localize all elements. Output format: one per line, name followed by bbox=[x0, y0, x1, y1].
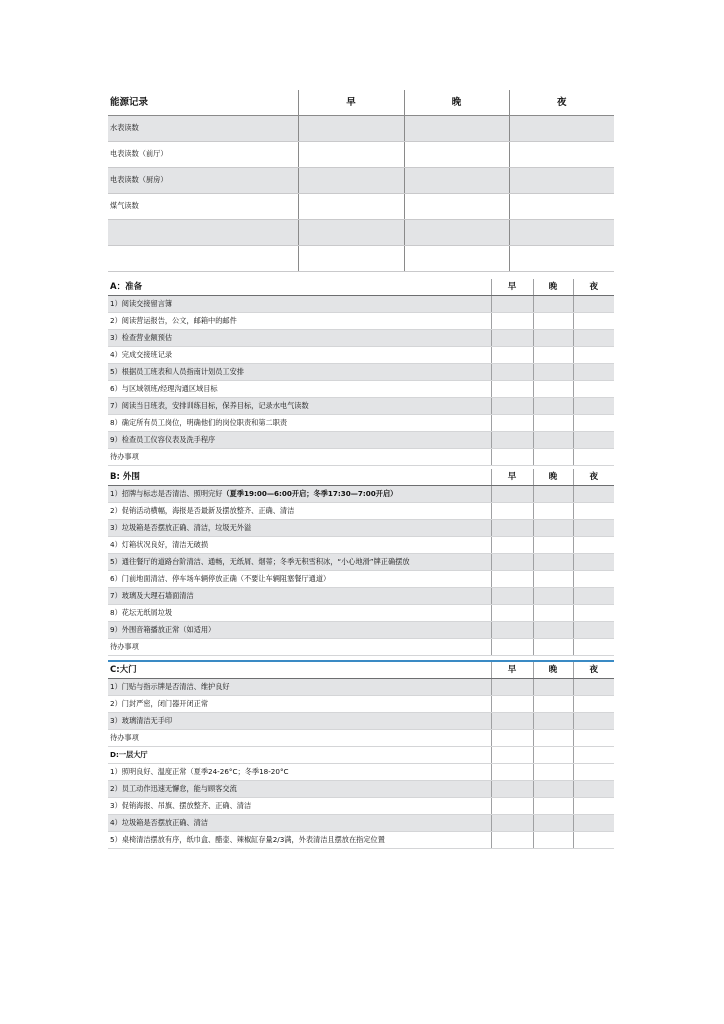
check-cell[interactable] bbox=[573, 815, 614, 832]
energy-cell[interactable] bbox=[509, 141, 614, 167]
checklist-item: 3）促销海报、吊旗、摆放整齐、正确、清洁 bbox=[108, 798, 491, 815]
checklist-item: 9）外围音箱播放正常（如适用） bbox=[108, 622, 491, 639]
item-text: 1）招牌与标志是否清洁、照明完好 bbox=[110, 489, 223, 499]
energy-row bbox=[108, 115, 614, 141]
checklist-item: 8）花坛无纸屑垃圾 bbox=[108, 605, 491, 622]
checklist-item: 4）垃圾箱是否摆放正确、清洁 bbox=[108, 815, 491, 832]
check-cell[interactable] bbox=[573, 415, 614, 432]
check-cell[interactable] bbox=[491, 696, 533, 713]
energy-cell[interactable] bbox=[509, 167, 614, 193]
section-b-table bbox=[108, 469, 614, 656]
checklist-item: 5）根据员工班表和人员指南计划员工安排 bbox=[108, 364, 491, 381]
energy-cell[interactable] bbox=[404, 219, 509, 245]
check-cell[interactable] bbox=[533, 588, 573, 605]
check-cell[interactable] bbox=[573, 832, 614, 849]
check-cell[interactable] bbox=[573, 313, 614, 330]
checklist-row bbox=[108, 781, 614, 798]
checklist-row bbox=[108, 554, 614, 571]
energy-row bbox=[108, 193, 614, 219]
section-title: C:大门 bbox=[108, 661, 491, 679]
section-header bbox=[108, 469, 614, 486]
check-cell[interactable] bbox=[573, 781, 614, 798]
energy-header-row bbox=[108, 90, 614, 115]
energy-row bbox=[108, 167, 614, 193]
check-cell[interactable] bbox=[533, 639, 573, 656]
check-cell[interactable] bbox=[533, 296, 573, 313]
energy-row bbox=[108, 141, 614, 167]
checklist-item: 6）门前地面清洁、停车场车辆停放正确（不要让车辆阻塞餐厅通道） bbox=[108, 571, 491, 588]
checklist-item: 8）确定所有员工岗位，明确他们的岗位职责和第二职责 bbox=[108, 415, 491, 432]
checklist-row bbox=[108, 313, 614, 330]
evening-header: 晚 bbox=[533, 661, 573, 679]
checklist-row bbox=[108, 381, 614, 398]
check-cell[interactable] bbox=[533, 764, 573, 781]
checklist-item: 1）门贴与指示牌是否清洁、维护良好 bbox=[108, 679, 491, 696]
energy-cell[interactable] bbox=[298, 219, 404, 245]
check-cell[interactable] bbox=[573, 679, 614, 696]
energy-row bbox=[108, 219, 614, 245]
check-cell[interactable] bbox=[533, 554, 573, 571]
checklist-item bbox=[108, 486, 491, 503]
energy-row-label: 水表读数 bbox=[108, 115, 298, 141]
check-cell[interactable] bbox=[491, 330, 533, 347]
check-cell[interactable] bbox=[491, 296, 533, 313]
check-cell[interactable] bbox=[491, 798, 533, 815]
check-cell[interactable] bbox=[491, 381, 533, 398]
checklist-row bbox=[108, 296, 614, 313]
todo-label: 待办事项 bbox=[108, 730, 491, 747]
todo-row bbox=[108, 639, 614, 656]
check-cell[interactable] bbox=[573, 520, 614, 537]
checklist-item: 2）促销活动横幅，海报是否最新及摆放整齐、正确、清洁 bbox=[108, 503, 491, 520]
check-cell[interactable] bbox=[573, 537, 614, 554]
night-header: 夜 bbox=[573, 279, 614, 296]
morning-header: 早 bbox=[491, 661, 533, 679]
check-cell[interactable] bbox=[533, 679, 573, 696]
evening-header: 晚 bbox=[404, 90, 509, 115]
check-cell[interactable] bbox=[491, 781, 533, 798]
energy-cell[interactable] bbox=[298, 141, 404, 167]
check-cell[interactable] bbox=[573, 330, 614, 347]
checklist-row bbox=[108, 679, 614, 696]
section-title: B: 外围 bbox=[108, 469, 491, 486]
energy-row-label bbox=[108, 219, 298, 245]
checklist-row bbox=[108, 330, 614, 347]
check-cell[interactable] bbox=[533, 432, 573, 449]
check-cell[interactable] bbox=[533, 486, 573, 503]
energy-row-label bbox=[108, 245, 298, 271]
check-cell[interactable] bbox=[533, 503, 573, 520]
checklist-row bbox=[108, 588, 614, 605]
check-cell[interactable] bbox=[573, 554, 614, 571]
energy-cell[interactable] bbox=[404, 141, 509, 167]
checklist-item: 2）门封严密，闭门器开闭正常 bbox=[108, 696, 491, 713]
check-cell[interactable] bbox=[573, 747, 614, 764]
check-cell[interactable] bbox=[491, 537, 533, 554]
checklist-item: 4）完成交接班记录 bbox=[108, 347, 491, 364]
energy-record-table bbox=[108, 90, 614, 272]
check-cell[interactable] bbox=[491, 398, 533, 415]
check-cell[interactable] bbox=[491, 747, 533, 764]
check-cell[interactable] bbox=[533, 398, 573, 415]
energy-cell[interactable] bbox=[509, 219, 614, 245]
check-cell[interactable] bbox=[533, 696, 573, 713]
section-title: D:一层大厅 bbox=[108, 747, 491, 764]
checklist-item: 3）玻璃清洁无手印 bbox=[108, 713, 491, 730]
todo-label: 待办事项 bbox=[108, 449, 491, 466]
checklist-item: 5）桌椅清洁摆放有序，纸巾盒、醋壶、辣椒缸存量2/3满，外表清洁且摆放在指定位置 bbox=[108, 832, 491, 849]
night-header: 夜 bbox=[509, 90, 614, 115]
energy-row bbox=[108, 245, 614, 271]
check-cell[interactable] bbox=[491, 486, 533, 503]
check-cell[interactable] bbox=[533, 622, 573, 639]
energy-cell[interactable] bbox=[298, 167, 404, 193]
energy-row-label: 电表读数（前厅） bbox=[108, 141, 298, 167]
morning-header: 早 bbox=[298, 90, 404, 115]
section-c-d-table bbox=[108, 660, 614, 849]
checklist-row bbox=[108, 520, 614, 537]
section-header bbox=[108, 661, 614, 679]
check-cell[interactable] bbox=[491, 571, 533, 588]
energy-cell[interactable] bbox=[509, 245, 614, 271]
check-cell[interactable] bbox=[491, 313, 533, 330]
check-cell[interactable] bbox=[533, 520, 573, 537]
check-cell[interactable] bbox=[491, 764, 533, 781]
check-cell[interactable] bbox=[573, 696, 614, 713]
check-cell[interactable] bbox=[573, 730, 614, 747]
check-cell[interactable] bbox=[491, 605, 533, 622]
checklist-row bbox=[108, 571, 614, 588]
check-cell[interactable] bbox=[491, 713, 533, 730]
check-cell[interactable] bbox=[573, 449, 614, 466]
checklist-item: 3）垃圾箱是否摆放正确、清洁，垃圾无外溢 bbox=[108, 520, 491, 537]
checklist-row bbox=[108, 364, 614, 381]
checklist-item: 9）检查员工仪容仪表及洗手程序 bbox=[108, 432, 491, 449]
check-cell[interactable] bbox=[573, 713, 614, 730]
check-cell[interactable] bbox=[533, 364, 573, 381]
check-cell[interactable] bbox=[533, 347, 573, 364]
energy-row-label: 煤气读数 bbox=[108, 193, 298, 219]
checklist-item: 1）照明良好、温度正常（夏季24-26°C；冬季18-20°C bbox=[108, 764, 491, 781]
checklist-row bbox=[108, 415, 614, 432]
energy-title: 能源记录 bbox=[108, 90, 298, 115]
checklist-row bbox=[108, 764, 614, 781]
check-cell[interactable] bbox=[491, 815, 533, 832]
check-cell[interactable] bbox=[491, 449, 533, 466]
check-cell[interactable] bbox=[533, 730, 573, 747]
night-header: 夜 bbox=[573, 661, 614, 679]
checklist-row bbox=[108, 798, 614, 815]
check-cell[interactable] bbox=[533, 330, 573, 347]
energy-cell[interactable] bbox=[404, 193, 509, 219]
checklist-item: 2）员工动作迅速无懈怠，能与顾客交流 bbox=[108, 781, 491, 798]
check-cell[interactable] bbox=[573, 571, 614, 588]
checklist-row bbox=[108, 713, 614, 730]
check-cell[interactable] bbox=[573, 798, 614, 815]
energy-cell[interactable] bbox=[509, 115, 614, 141]
checklist-item: 5）通往餐厅的道路台阶清洁、通畅，无纸屑、烟蒂；冬季无积雪积冰，“小心地滑”牌正确摆放 bbox=[108, 554, 491, 571]
check-cell[interactable] bbox=[533, 537, 573, 554]
check-cell[interactable] bbox=[491, 588, 533, 605]
energy-row-label: 电表读数（厨房） bbox=[108, 167, 298, 193]
checklist-row bbox=[108, 622, 614, 639]
check-cell[interactable] bbox=[491, 639, 533, 656]
morning-header: 早 bbox=[491, 279, 533, 296]
check-cell[interactable] bbox=[533, 381, 573, 398]
check-cell[interactable] bbox=[491, 679, 533, 696]
check-cell[interactable] bbox=[573, 764, 614, 781]
check-cell[interactable] bbox=[533, 815, 573, 832]
checklist-row bbox=[108, 605, 614, 622]
check-cell[interactable] bbox=[533, 781, 573, 798]
checklist-row bbox=[108, 398, 614, 415]
check-cell[interactable] bbox=[491, 415, 533, 432]
check-cell[interactable] bbox=[491, 347, 533, 364]
check-cell[interactable] bbox=[491, 554, 533, 571]
check-cell[interactable] bbox=[573, 605, 614, 622]
check-cell[interactable] bbox=[533, 313, 573, 330]
check-cell[interactable] bbox=[573, 381, 614, 398]
check-cell[interactable] bbox=[573, 588, 614, 605]
checklist-item: 4）灯箱状况良好，清洁无破损 bbox=[108, 537, 491, 554]
checklist-row bbox=[108, 486, 614, 503]
checklist-row bbox=[108, 815, 614, 832]
energy-cell[interactable] bbox=[298, 115, 404, 141]
checklist-item: 2）阅读营运报告，公文，邮箱中的邮件 bbox=[108, 313, 491, 330]
check-cell[interactable] bbox=[573, 622, 614, 639]
check-cell[interactable] bbox=[573, 639, 614, 656]
checklist-row bbox=[108, 832, 614, 849]
checklist-item: 7）阅读当日班表，安排训练目标，保养目标，记录水电气读数 bbox=[108, 398, 491, 415]
check-cell[interactable] bbox=[491, 503, 533, 520]
todo-row bbox=[108, 730, 614, 747]
checklist-item: 7）玻璃及大理石墙面清洁 bbox=[108, 588, 491, 605]
energy-cell[interactable] bbox=[298, 193, 404, 219]
check-cell[interactable] bbox=[533, 832, 573, 849]
evening-header: 晚 bbox=[533, 469, 573, 486]
checklist-item: 3）检查营业额预估 bbox=[108, 330, 491, 347]
check-cell[interactable] bbox=[573, 398, 614, 415]
check-cell[interactable] bbox=[491, 432, 533, 449]
section-header bbox=[108, 747, 614, 764]
section-header bbox=[108, 279, 614, 296]
checklist-row bbox=[108, 347, 614, 364]
night-header: 夜 bbox=[573, 469, 614, 486]
check-cell[interactable] bbox=[533, 798, 573, 815]
todo-label: 待办事项 bbox=[108, 639, 491, 656]
check-cell[interactable] bbox=[491, 730, 533, 747]
check-cell[interactable] bbox=[533, 571, 573, 588]
morning-header: 早 bbox=[491, 469, 533, 486]
checklist-row bbox=[108, 696, 614, 713]
energy-cell[interactable] bbox=[509, 193, 614, 219]
section-a-table bbox=[108, 279, 614, 466]
checklist-item: 1）阅读交接留言簿 bbox=[108, 296, 491, 313]
check-cell[interactable] bbox=[573, 296, 614, 313]
check-cell[interactable] bbox=[491, 364, 533, 381]
energy-cell[interactable] bbox=[404, 115, 509, 141]
energy-cell[interactable] bbox=[298, 245, 404, 271]
section-title: A：准备 bbox=[108, 279, 491, 296]
check-cell[interactable] bbox=[573, 347, 614, 364]
checklist-item: 6）与区域领班/经理沟通区域目标 bbox=[108, 381, 491, 398]
check-cell[interactable] bbox=[533, 415, 573, 432]
check-cell[interactable] bbox=[573, 432, 614, 449]
check-cell[interactable] bbox=[533, 449, 573, 466]
check-cell[interactable] bbox=[573, 486, 614, 503]
check-cell[interactable] bbox=[573, 503, 614, 520]
check-cell[interactable] bbox=[533, 747, 573, 764]
energy-cell[interactable] bbox=[404, 167, 509, 193]
evening-header: 晚 bbox=[533, 279, 573, 296]
todo-row bbox=[108, 449, 614, 466]
checklist-row bbox=[108, 537, 614, 554]
check-cell[interactable] bbox=[533, 605, 573, 622]
check-cell[interactable] bbox=[491, 832, 533, 849]
check-cell[interactable] bbox=[573, 364, 614, 381]
checklist-row bbox=[108, 503, 614, 520]
energy-cell[interactable] bbox=[404, 245, 509, 271]
check-cell[interactable] bbox=[491, 520, 533, 537]
check-cell[interactable] bbox=[491, 622, 533, 639]
checklist-row bbox=[108, 432, 614, 449]
check-cell[interactable] bbox=[533, 713, 573, 730]
lighting-hours: （夏季19:00—6:00开启；冬季17:30—7:00开启） bbox=[222, 489, 398, 499]
